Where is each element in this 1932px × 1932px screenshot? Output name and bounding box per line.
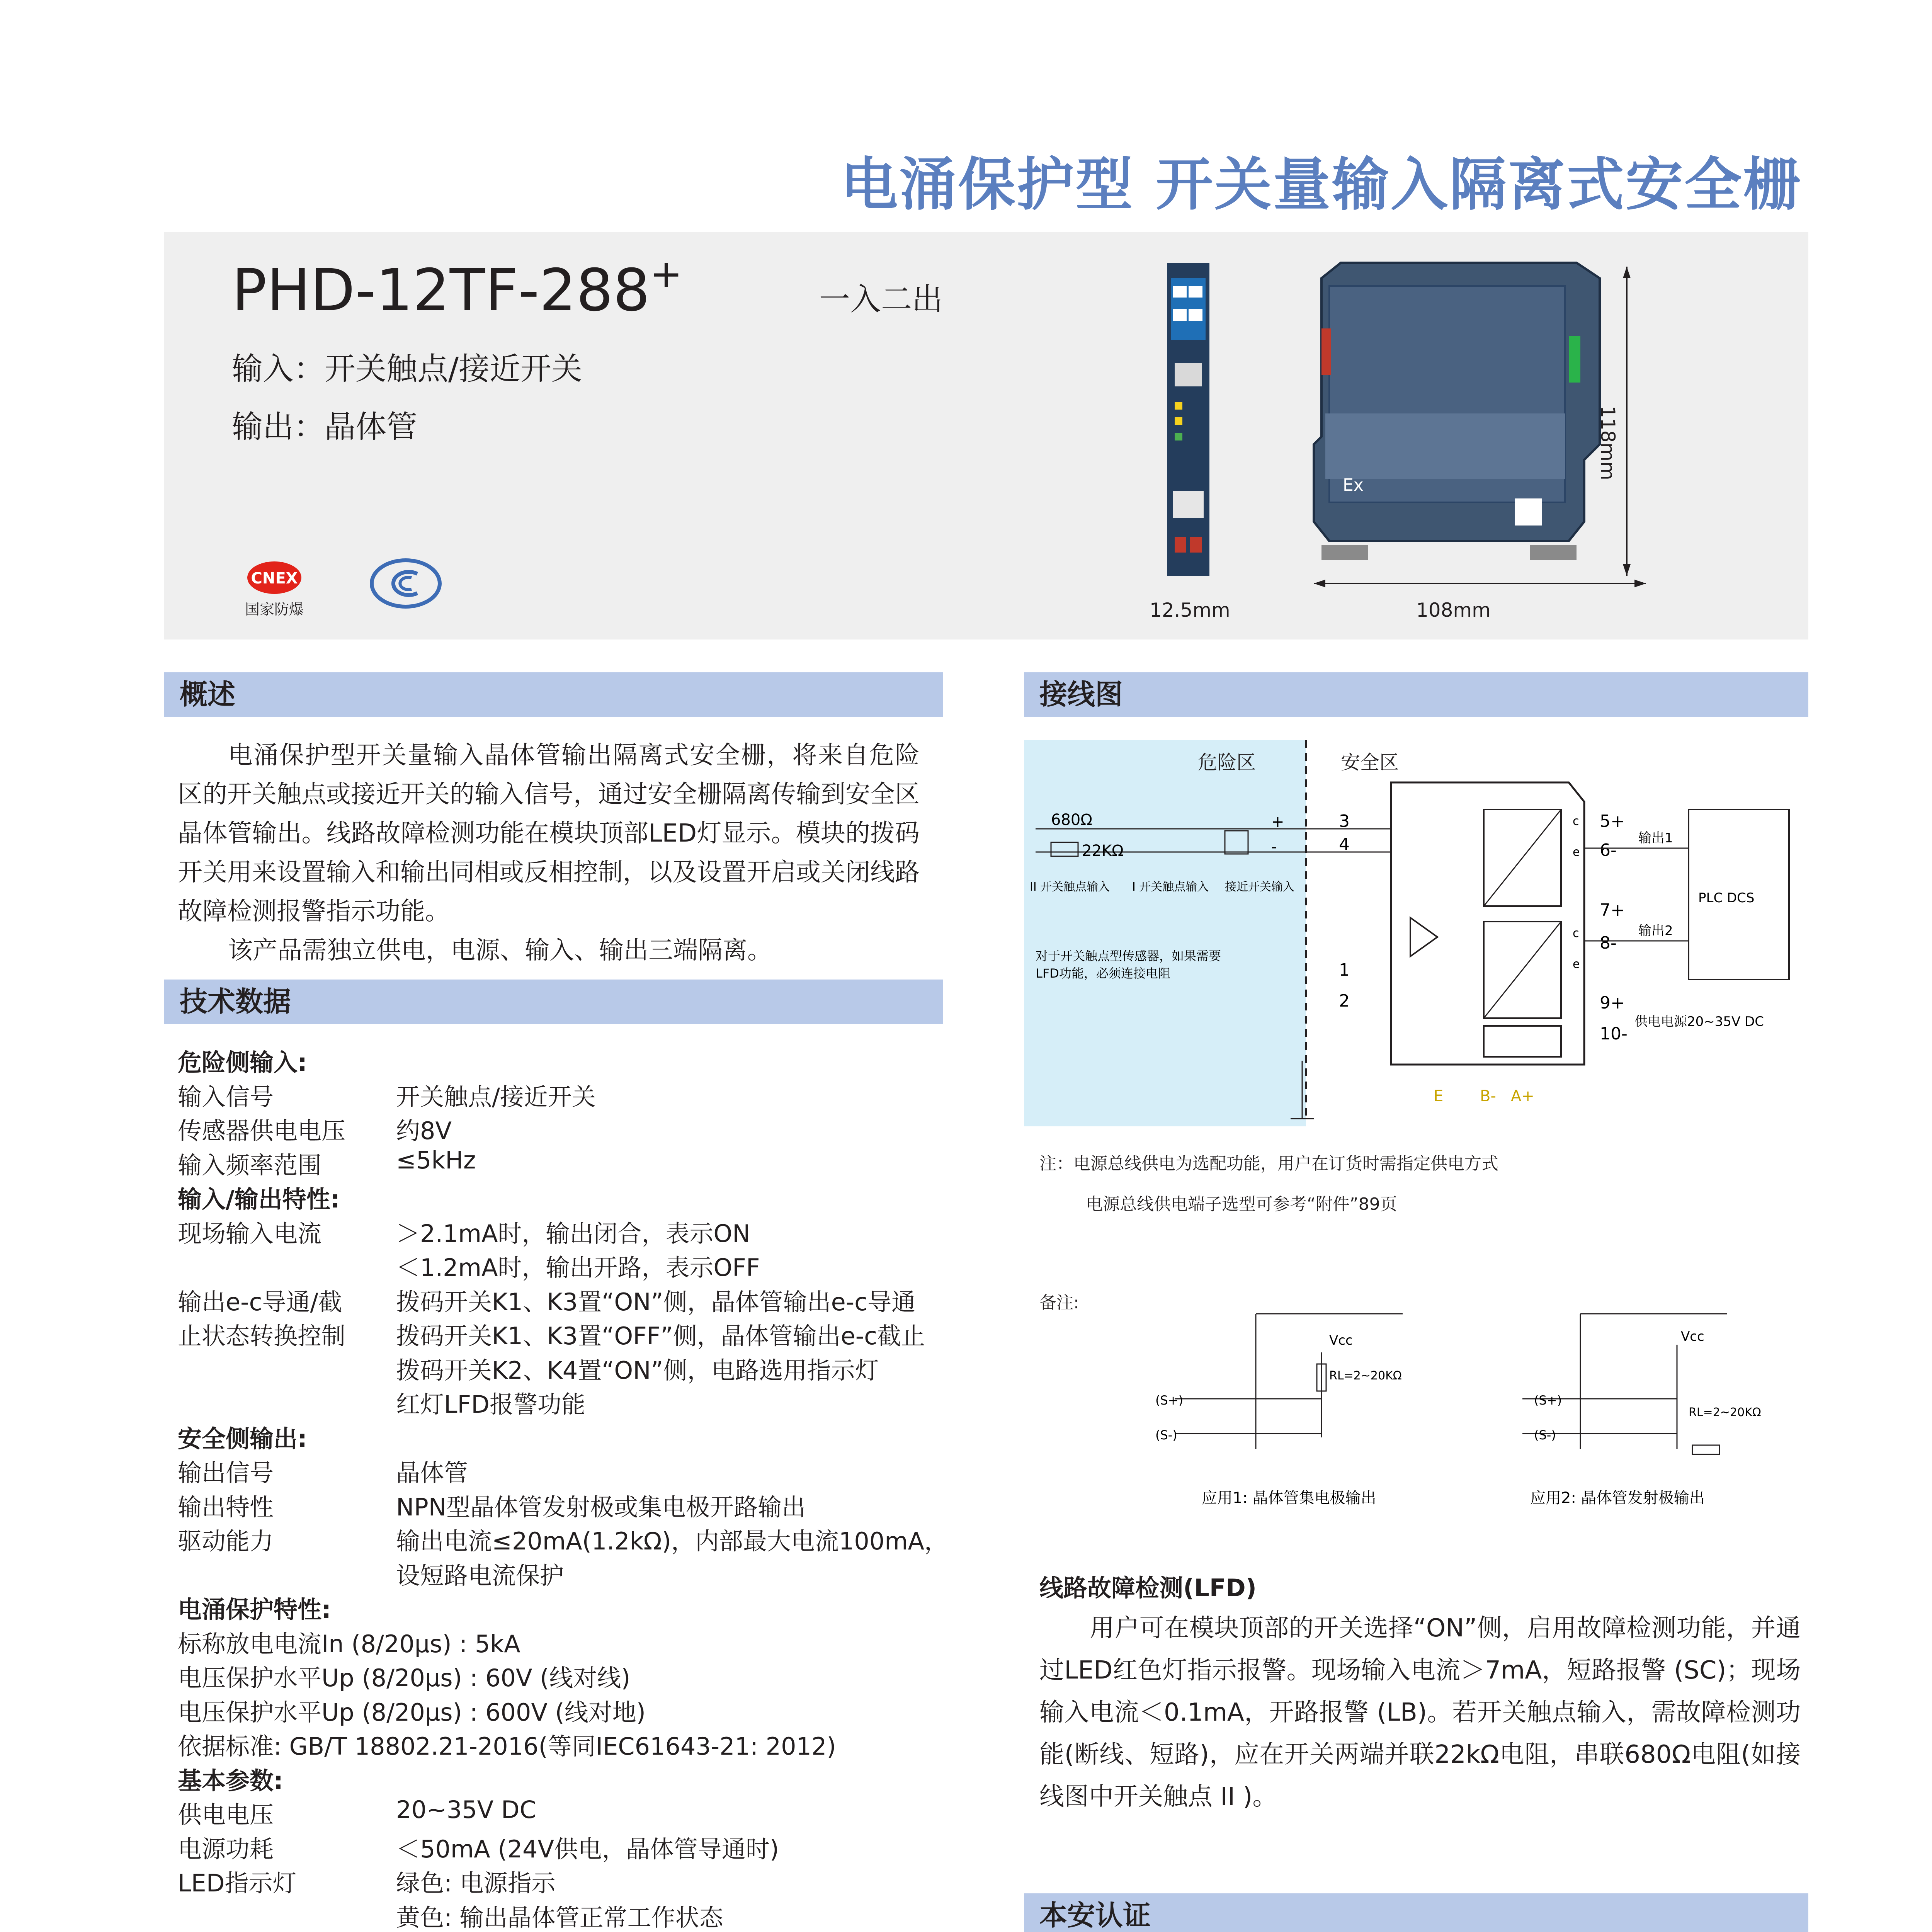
plus-sign: + — [1271, 813, 1284, 831]
app1-sm: (S-) — [1155, 1428, 1177, 1442]
contact2-label: II 开关触点输入 — [1030, 880, 1110, 894]
cnex-text: CNEX — [251, 570, 298, 587]
tech-row-value: ≤5kHz — [396, 1146, 476, 1174]
tech-spec-list — [178, 1043, 951, 1932]
terminal-2: 2 — [1339, 991, 1350, 1011]
overview-p1: 电涌保护型开关量输入晶体管输出隔离式安全栅，将来自危险区的开关触点或接近开关的输入信号，通过安全栅隔离传输到安全区晶体管输出。线路故障检测功能在模块顶部LED灯显示。模块的拨码开关用来设置输入和输出同相或反相控制，以及设置开启或关闭线路故障检测报警指示功能。 — [178, 741, 920, 926]
tech-row-value: 设短路电流保护 — [396, 1561, 564, 1590]
tech-row-label: 输入/输出特性: — [178, 1185, 340, 1213]
output1-label: 输出1 — [1638, 830, 1673, 846]
tech-row-value: 晶体管 — [396, 1459, 468, 1487]
app1-caption: 应用1: 晶体管集电极输出 — [1202, 1489, 1376, 1507]
tech-row-label: 电源功耗 — [178, 1835, 274, 1863]
tech-row-label: 止状态转换控制 — [178, 1322, 346, 1350]
tech-row-value: 拨码开关K1、K3置“ON”侧，晶体管输出e-c导通 — [396, 1288, 916, 1316]
tech-row-label: 供电电压 — [178, 1801, 274, 1829]
dim-arrow-108 — [1306, 568, 1654, 599]
tech-row-value: 拨码开关K2、K4置“ON”侧，电路选用指示灯 — [396, 1356, 879, 1384]
dim-width-small: 12.5mm — [1150, 599, 1230, 621]
c2: c — [1573, 927, 1579, 940]
tech-row-value: 黄色: 输出晶体管正常工作状态 — [396, 1903, 723, 1932]
safe-zone-label: 安全区 — [1341, 751, 1399, 774]
tech-row-label: 输入频率范围 — [178, 1151, 322, 1179]
wiring-heading: 接线图 — [1024, 672, 1808, 717]
tech-row-label: 标称放电电流In (8/20μs) : 5kA — [178, 1630, 520, 1658]
tech-row-value: 绿色: 电源指示 — [396, 1869, 556, 1897]
app2-rl: RL=2~20KΩ — [1689, 1406, 1761, 1419]
tech-row-value: 20~35V DC — [396, 1796, 536, 1824]
app1-sp: (S+) — [1155, 1393, 1184, 1408]
overview-p2: 该产品需独立供电，电源、输入、输出三端隔离。 — [228, 936, 772, 965]
remark-label: 备注: — [1039, 1293, 1079, 1313]
tech-heading: 技术数据 — [164, 980, 943, 1024]
tech-row-value: 红灯LFD报警功能 — [396, 1390, 585, 1418]
power-label: 供电电源20~35V DC — [1634, 1014, 1764, 1029]
r680-label: 680Ω — [1051, 811, 1092, 829]
overview-text — [178, 736, 920, 970]
bus-e: E — [1434, 1087, 1444, 1105]
tech-row-label: 现场输入电流 — [178, 1219, 322, 1248]
module-front-view — [1163, 263, 1217, 580]
tech-row-label: LED指示灯 — [178, 1869, 297, 1897]
tech-row-value: 约8V — [396, 1117, 452, 1145]
model-sup: + — [650, 251, 682, 296]
terminal-5: 5+ — [1600, 811, 1625, 831]
hazard-zone-label: 危险区 — [1198, 751, 1256, 774]
tech-row-value: ＞2.1mA时，输出闭合，表示ON — [396, 1219, 750, 1248]
tech-row-label: 依据标准: GB/T 18802.21-2016(等同IEC61643-21: 2012) — [178, 1732, 836, 1760]
app2-vcc: Vcc — [1681, 1329, 1704, 1344]
tech-row-label: 电压保护水平Up (8/20μs) : 600V (线对地) — [178, 1698, 646, 1726]
bus-b: B- — [1480, 1087, 1496, 1105]
overview-heading: 概述 — [164, 672, 943, 717]
page-title: 电涌保护型 开关量输入隔离式安全栅 — [840, 151, 1802, 218]
tech-row-value: 输出电流≤20mA(1.2kΩ)，内部最大电流100mA， — [396, 1527, 949, 1555]
terminal-7: 7+ — [1600, 900, 1625, 920]
tech-row-label: 危险侧输入: — [178, 1048, 307, 1077]
tech-row-value: 拨码开关K1、K3置“OFF”侧，晶体管输出e-c截止 — [396, 1322, 925, 1350]
tech-row-label: 输出e-c导通/截 — [178, 1288, 342, 1316]
cnex-badge — [232, 556, 317, 626]
output-type: 输出：晶体管 — [232, 409, 417, 445]
tech-row-label: 基本参数: — [178, 1767, 283, 1795]
app1-rl: RL=2~20KΩ — [1329, 1369, 1402, 1383]
input-type: 输入：开关触点/接近开关 — [232, 351, 582, 387]
bus-a: A+ — [1511, 1087, 1534, 1105]
terminal-6: 6- — [1600, 840, 1617, 860]
tech-row-value: ＜50mA (24V供电，晶体管导通时) — [396, 1835, 779, 1863]
lfd-text: 用户可在模块顶部的开关选择“ON”侧，启用故障检测功能，并通过LED红色灯指示报警。现场输入电流＞7mA，短路报警 (SC)；现场输入电流＜0.1mA，开路报警 (LB)。若开关触点输入，需故障检测功能(断线、短路)，应在开关两端并联22kΩ电阻，串联680Ω电阻(如接线图中开关触点 II )。 — [1039, 1614, 1801, 1811]
tech-row-value: NPN型晶体管发射极或集电极开路输出 — [396, 1493, 806, 1521]
app1-diagram — [1074, 1306, 1422, 1507]
terminal-1: 1 — [1339, 960, 1350, 980]
dim-height: 118mm — [1597, 406, 1619, 480]
terminal-8: 8- — [1600, 933, 1617, 953]
lfd-note-1: 对于开关触点型传感器，如果需要 — [1036, 949, 1221, 963]
tech-row-label: 电涌保护特性: — [178, 1595, 331, 1624]
app1-vcc: Vcc — [1329, 1333, 1353, 1348]
tech-row-label: 电压保护水平Up (8/20μs) : 60V (线对线) — [178, 1664, 631, 1692]
terminal-10: 10- — [1600, 1024, 1628, 1044]
app2-diagram — [1461, 1306, 1808, 1507]
tech-row-value: 开关触点/接近开关 — [396, 1083, 596, 1111]
note-1: 注：电源总线供电为选配功能，用户在订货时需指定供电方式 — [1039, 1154, 1498, 1173]
contact1-label: I 开关触点输入 — [1132, 880, 1209, 894]
terminal-3: 3 — [1339, 811, 1350, 831]
wiring-diagram — [1024, 740, 1808, 1126]
cert-heading: 本安认证 — [1024, 1893, 1808, 1932]
tech-row-label: 安全侧输出: — [178, 1425, 307, 1453]
model-text: PHD-12TF-288 — [232, 257, 650, 324]
channel-config: 一入二出 — [819, 281, 943, 317]
app2-sp: (S+) — [1534, 1393, 1562, 1408]
terminal-4: 4 — [1339, 835, 1350, 854]
ex-label: Ex — [1343, 475, 1364, 495]
proximity-label: 接近开关输入 — [1225, 880, 1294, 894]
c1: c — [1573, 815, 1579, 828]
tech-row-label: 驱动能力 — [178, 1527, 274, 1555]
dim-width-large: 108mm — [1416, 599, 1491, 621]
terminal-9: 9+ — [1600, 993, 1625, 1013]
r22k-label: 22KΩ — [1082, 842, 1124, 860]
tech-row-label: 输出特性 — [178, 1493, 274, 1521]
tech-row-value: ＜1.2mA时，输出开路，表示OFF — [396, 1253, 760, 1282]
model-number — [232, 251, 682, 324]
lfd-note-2: LFD功能，必须连接电阻 — [1036, 966, 1170, 981]
plc-label: PLC DCS — [1698, 890, 1755, 906]
app2-caption: 应用2: 晶体管发射极输出 — [1530, 1489, 1705, 1507]
lfd-heading: 线路故障检测(LFD) — [1039, 1574, 1257, 1602]
tech-row-label: 输出信号 — [178, 1459, 274, 1487]
output2-label: 输出2 — [1638, 923, 1673, 939]
cnex-caption: 国家防爆 — [245, 601, 304, 618]
tech-row-label: 传感器供电电压 — [178, 1117, 346, 1145]
tech-row-label: 输入信号 — [178, 1083, 274, 1111]
note-2: 电源总线供电端子选型可参考“附件”89页 — [1086, 1194, 1397, 1214]
e2: e — [1573, 957, 1580, 971]
app2-sm: (S-) — [1534, 1428, 1556, 1442]
e1: e — [1573, 845, 1580, 859]
minus-sign: - — [1271, 838, 1277, 856]
ccc-badge — [367, 556, 444, 611]
